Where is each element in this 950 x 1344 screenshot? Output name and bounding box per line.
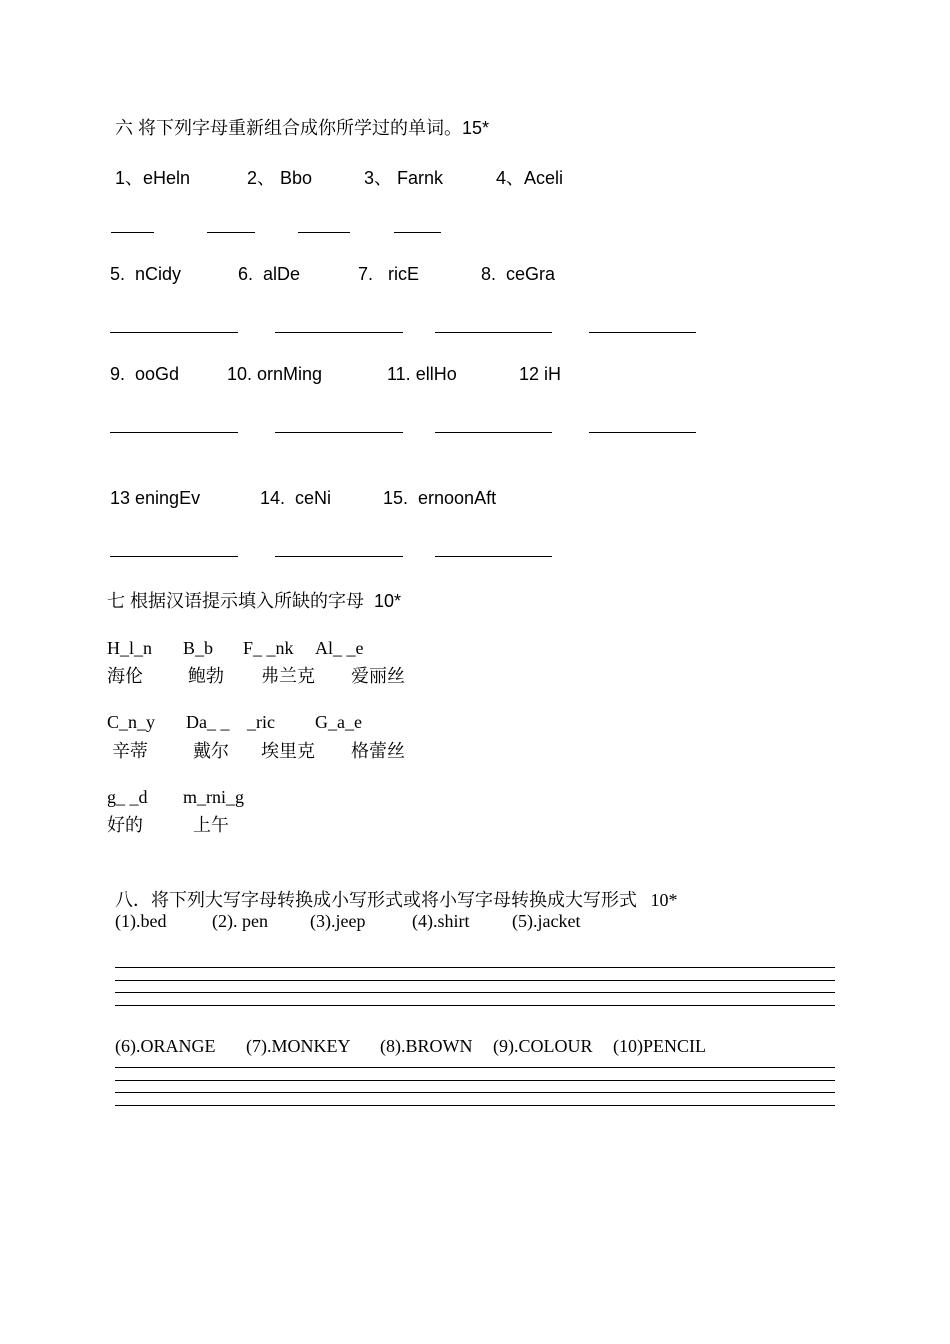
fill-hint-7: 埃里克	[261, 741, 315, 761]
word-item-6: 6. alDe	[238, 264, 301, 284]
fill-hint-8: 格蕾丝	[351, 741, 405, 761]
fill-word-8: G_a_e	[315, 712, 362, 732]
word-item-8: 8. ceGra	[481, 264, 556, 284]
word-item-2: 2、 Bbo	[247, 168, 313, 188]
case-word-10: (10)PENCIL	[613, 1036, 706, 1056]
writing-line[interactable]	[115, 1080, 835, 1081]
word-item-1: 1、eHeln	[115, 168, 191, 188]
fill-word-10: m_rni_g	[183, 787, 244, 807]
case-word-6: (6).ORANGE	[115, 1036, 216, 1056]
fill-word-9: g_ _d	[107, 787, 148, 807]
answer-blank-3[interactable]	[298, 232, 350, 233]
answer-blank-5[interactable]	[110, 332, 238, 333]
word-item-11: 11. ellHo	[387, 364, 457, 384]
case-word-1: (1).bed	[115, 911, 167, 931]
fill-hint-5: 辛蒂	[112, 741, 148, 761]
fill-hint-10: 上午	[193, 815, 229, 835]
word-item-9: 9. ooGd	[110, 364, 180, 384]
case-word-7: (7).MONKEY	[246, 1036, 351, 1056]
fill-word-6: Da_ _	[186, 712, 230, 732]
fill-hint-6: 戴尔	[193, 741, 229, 761]
writing-line[interactable]	[115, 1067, 835, 1068]
answer-blank-11[interactable]	[435, 432, 552, 433]
answer-blank-1[interactable]	[111, 232, 154, 233]
fill-hint-2: 鲍勃	[188, 666, 224, 686]
fill-word-3: F_ _nk	[243, 638, 294, 658]
word-item-7: 7. ricE	[358, 264, 420, 284]
fill-hint-9: 好的	[107, 815, 143, 835]
case-word-5: (5).jacket	[512, 911, 581, 931]
fill-word-7: _ric	[247, 712, 275, 732]
case-word-4: (4).shirt	[412, 911, 470, 931]
section6-title: 六 将下列字母重新组合成你所学过的单词。15*	[115, 118, 490, 138]
word-item-3: 3、 Farnk	[364, 168, 444, 188]
answer-blank-13[interactable]	[110, 556, 238, 557]
fill-hint-4: 爱丽丝	[351, 666, 405, 686]
answer-blank-4[interactable]	[394, 232, 441, 233]
answer-blank-7[interactable]	[435, 332, 552, 333]
answer-blank-15[interactable]	[435, 556, 552, 557]
writing-line[interactable]	[115, 980, 835, 981]
writing-line[interactable]	[115, 967, 835, 968]
case-word-9: (9).COLOUR	[493, 1036, 593, 1056]
writing-line[interactable]	[115, 1105, 835, 1106]
fill-word-1: H_l_n	[107, 638, 152, 658]
writing-line[interactable]	[115, 1092, 835, 1093]
case-word-3: (3).jeep	[310, 911, 366, 931]
writing-line[interactable]	[115, 992, 835, 993]
word-item-5: 5. nCidy	[110, 264, 182, 284]
fill-word-5: C_n_y	[107, 712, 156, 732]
case-word-8: (8).BROWN	[380, 1036, 473, 1056]
answer-blank-6[interactable]	[275, 332, 403, 333]
section8-title: 八．将下列大写字母转换成小写形式或将小写字母转换成大写形式 10*	[115, 890, 678, 910]
word-item-14: 14. ceNi	[260, 488, 332, 508]
case-word-2: (2). pen	[212, 911, 268, 931]
fill-hint-3: 弗兰克	[261, 666, 315, 686]
fill-word-4: Al_ _e	[315, 638, 364, 658]
section7-title: 七 根据汉语提示填入所缺的字母 10*	[107, 591, 402, 611]
answer-blank-2[interactable]	[207, 232, 255, 233]
answer-blank-10[interactable]	[275, 432, 403, 433]
writing-line[interactable]	[115, 1005, 835, 1006]
word-item-12: 12 iH	[519, 364, 562, 384]
word-item-10: 10. ornMing	[227, 364, 323, 384]
fill-hint-1: 海伦	[107, 666, 143, 686]
fill-word-2: B_b	[183, 638, 214, 658]
answer-blank-12[interactable]	[589, 432, 696, 433]
answer-blank-9[interactable]	[110, 432, 238, 433]
word-item-13: 13 eningEv	[110, 488, 201, 508]
answer-blank-8[interactable]	[589, 332, 696, 333]
word-item-4: 4、Aceli	[496, 168, 564, 188]
answer-blank-14[interactable]	[275, 556, 403, 557]
word-item-15: 15. ernoonAft	[383, 488, 497, 508]
